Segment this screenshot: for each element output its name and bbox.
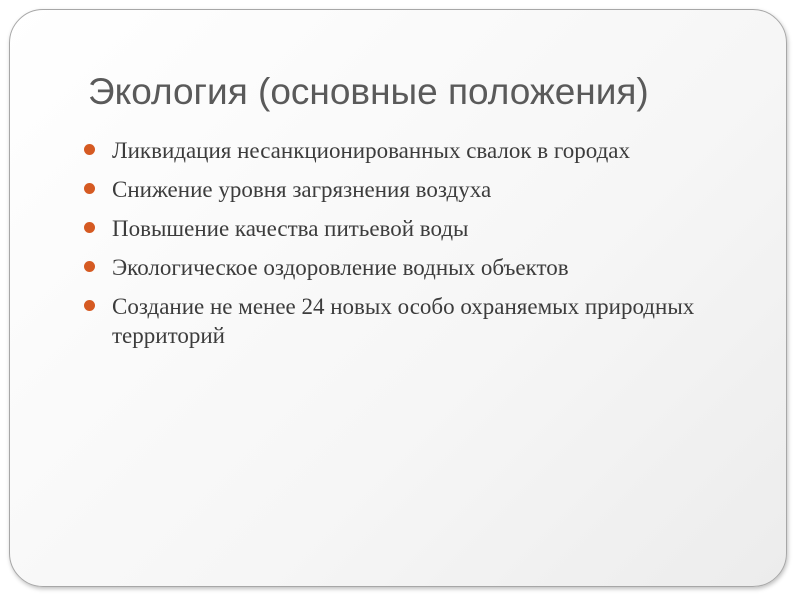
bullet-item xyxy=(82,175,742,204)
bullet-dot-icon xyxy=(84,261,95,272)
bullet-dot-icon xyxy=(84,144,95,155)
bullet-text: Снижение уровня загрязнения воздуха xyxy=(112,177,492,202)
bullet-item xyxy=(82,214,742,243)
bullet-text: Повышение качества питьевой воды xyxy=(112,216,469,241)
bullet-item xyxy=(82,292,742,350)
bullet-item xyxy=(82,253,742,282)
slide-title: Экология (основные положения) xyxy=(88,71,649,112)
bullet-dot-icon xyxy=(84,183,95,194)
bullet-text: Создание не менее 24 новых особо охраняемых природных территорий xyxy=(112,294,695,348)
bullet-item xyxy=(82,136,742,165)
bullet-dot-icon xyxy=(84,222,95,233)
bullet-list xyxy=(82,136,742,360)
bullet-text: Экологическое оздоровление водных объектов xyxy=(112,255,569,280)
bullet-dot-icon xyxy=(84,300,95,311)
bullet-text: Ликвидация несанкционированных свалок в городах xyxy=(112,138,630,163)
